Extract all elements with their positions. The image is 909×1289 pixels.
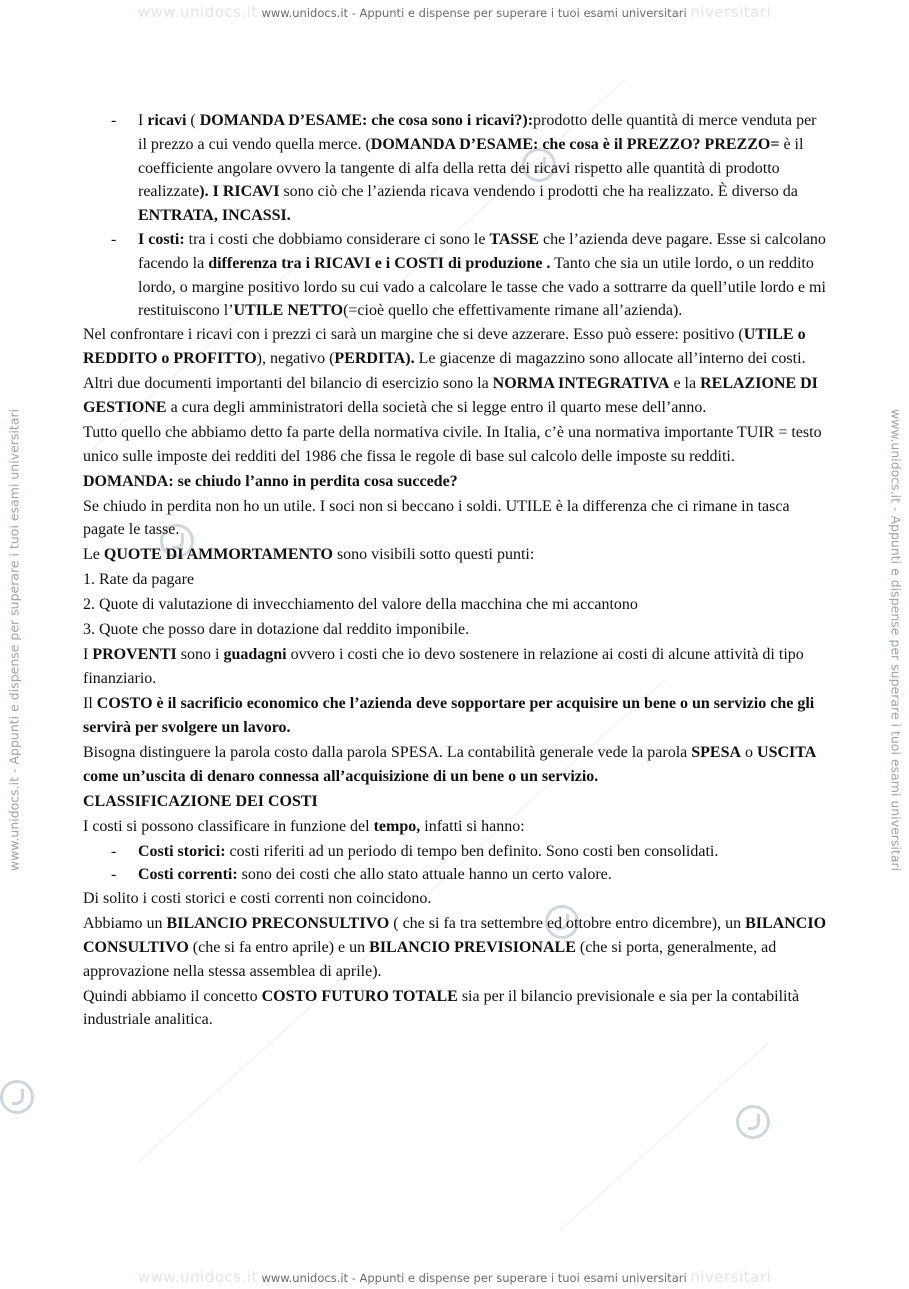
text-run: Il	[83, 695, 97, 712]
text-run: tra i costi che dobbiamo considerare ci sono le	[184, 230, 490, 248]
bullet-dash: -	[111, 112, 117, 129]
text-run: Le	[83, 546, 104, 564]
watermark-ghost-left: www.unidocs.it	[137, 3, 258, 21]
bold-run: I costi:	[138, 230, 185, 248]
watermark-bottom	[0, 1266, 909, 1288]
text-run: infatti si hanno:	[420, 817, 525, 835]
bold-run: differenza tra i RICAVI e i COSTI di produzione .	[208, 254, 551, 272]
text-run: e la	[669, 374, 701, 392]
watermark-side-left: www.unidocs.it - Appunti e dispense per superare i tuoi esami universitari	[6, 408, 22, 872]
document-body	[83, 109, 828, 1033]
text-run: (che si fa entro aprile) e un	[188, 938, 370, 956]
text-run: è il coefficiente angolare ovvero la tangente di alfa della retta dei ricavi rispetto alle quantità di prodotto realizzate	[138, 135, 804, 201]
paragraph-tempo	[83, 815, 828, 839]
bold-run: tempo,	[373, 817, 421, 835]
bold-run: come un’uscita di denaro connessa all’acquisizione di un bene o un servizio.	[83, 767, 599, 785]
paragraph-bilanci	[83, 912, 828, 983]
text-run: (che si porta, generalmente, ad approvazione nella stessa assemblea di aprile).	[83, 938, 777, 980]
text-run: Le giacenze di magazzino sono allocate all’interno dei costi.	[414, 349, 806, 367]
bold-run: ). I RICAVI	[199, 183, 280, 201]
text-run: Nel confrontare i ricavi con i prezzi ci sarà un margine che si deve azzerare. Esso può essere: positivo (	[83, 326, 744, 344]
watermark-ghost-right: niversitari	[690, 1268, 772, 1286]
bold-run: COSTO è il sacrificio economico che l’azienda deve sopportare per acquisire un bene o un servizio che gli servirà per svolgere un lavoro.	[83, 695, 815, 736]
list-item: 3. Quote che posso dare in dotazione dal reddito imponibile.	[83, 621, 470, 639]
text-run: Tanto che sia un utile lordo, o un reddito lordo, o margine positivo lordo su cui vado a calcolare le tasse che vado a sottrarre da quell’utile lordo e mi restituiscono l’	[138, 254, 826, 320]
watermark-side-right: www.unidocs.it - Appunti e dispense per superare i tuoi esami universitari	[888, 408, 904, 872]
text-run: ), negativo (	[256, 349, 335, 367]
bold-run: BILANCIO PRECONSULTIVO	[166, 915, 390, 933]
bullet-list	[83, 840, 828, 888]
bullet-dash: -	[111, 866, 117, 884]
paragraph-ammortamento	[83, 543, 828, 567]
text-run: sono ciò che l’azienda ricava vendendo i prodotti che ha realizzato. È diverso da	[279, 183, 798, 201]
bold-run: COSTO FUTURO TOTALE	[261, 987, 458, 1005]
watermark-logo-icon	[736, 1105, 770, 1139]
bullet-item-ricavi	[83, 109, 828, 228]
bold-run: UTILE o REDDITO o PROFITTO	[83, 326, 806, 367]
bold-run: USCITA	[757, 743, 817, 761]
paragraph-tuir: Tutto quello che abbiamo detto fa parte della normativa civile. In Italia, c’è una normativa importante TUIR = testo unico sulle imposte dei redditi del 1986 che fissa le regole di base sul calcolo delle imposte su redditi.	[83, 423, 822, 465]
text-run: che l’azienda deve pagare. Esse si calcolano facendo la	[138, 230, 826, 272]
bold-run: UTILE NETTO	[233, 302, 344, 320]
paragraph-costo-futuro	[83, 985, 828, 1033]
watermark-text: www.unidocs.it - Appunti e dispense per superare i tuoi esami universitari	[261, 1271, 687, 1285]
watermark-top	[0, 1, 909, 23]
bold-run: BILANCIO PREVISIONALE	[369, 938, 576, 956]
heading-domanda: DOMANDA: se chiudo l’anno in perdita cosa succede?	[83, 472, 458, 490]
text-run: sono visibili sotto questi punti:	[332, 546, 535, 564]
bullet-item-costi	[83, 228, 828, 323]
text-run: prodotto delle quantità di merce venduta per il prezzo a cui vendo quella merce. (	[138, 112, 817, 153]
watermark-stroke	[560, 1043, 769, 1231]
text-run: o	[741, 743, 758, 761]
bold-run: QUOTE DI AMMORTAMENTO	[103, 546, 333, 564]
bold-run: NORMA INTEGRATIVA	[492, 374, 670, 392]
paragraph-margine	[83, 323, 828, 371]
bold-run: DOMANDA D’ESAME: che cosa sono i ricavi?):	[199, 112, 534, 129]
heading-classificazione: CLASSIFICAZIONE DEI COSTI	[83, 792, 318, 810]
bold-run: SPESA	[691, 743, 742, 761]
text-run: (=cioè quello che effettivamente rimane all’azienda).	[343, 302, 683, 320]
paragraph-documenti	[83, 372, 828, 420]
bullet-item-costi-storici	[83, 840, 828, 864]
paragraph-costo	[83, 692, 828, 740]
text-run: I	[83, 646, 93, 664]
text-run: Quindi abbiamo il concetto	[83, 987, 262, 1005]
bold-run: Costi correnti:	[138, 866, 238, 884]
watermark-ghost-left: www.unidocs.it	[137, 1268, 258, 1286]
paragraph-spesa	[83, 741, 828, 789]
bold-run: Costi storici:	[138, 842, 226, 860]
text-run: I costi si possono classificare in funzione del	[83, 817, 374, 835]
watermark-text: www.unidocs.it - Appunti e dispense per superare i tuoi esami universitari	[261, 6, 687, 20]
text-run: Altri due documenti importanti del bilancio di esercizio sono la	[83, 374, 493, 392]
paragraph-perdita: Se chiudo in perdita non ho un utile. I soci non si beccano i soldi. UTILE è la differenza che ci rimane in tasca pagate le tasse.	[83, 497, 790, 539]
watermark-logo-icon	[0, 1080, 34, 1114]
paragraph-coincidono: Di solito i costi storici e costi correnti non coincidono.	[83, 890, 432, 908]
bold-run: guadagni	[223, 646, 287, 664]
bold-run: PROVENTI	[92, 646, 177, 664]
text-run: (	[186, 112, 200, 129]
text-run: sia per il bilancio previsionale e sia per la contabilità industriale analitica.	[83, 987, 800, 1029]
bold-run: BILANCIO CONSULTIVO	[83, 915, 827, 956]
watermark-ghost-right: niversitari	[690, 3, 772, 21]
text-run: I	[138, 112, 148, 129]
text-run: sono dei costi che allo stato attuale hanno un certo valore.	[237, 866, 612, 884]
bullet-dash: -	[111, 842, 117, 860]
bold-run: DOMANDA D’ESAME: che cosa è il PREZZO? PREZZO=	[370, 135, 780, 153]
list-item: 2. Quote di valutazione di invecchiamento del valore della macchina che mi accantono	[83, 596, 638, 614]
text-run: costi riferiti ad un periodo di tempo ben definito. Sono costi ben consolidati.	[225, 842, 719, 860]
text-run: ( che si fa tra settembre ed ottobre entro dicembre), un	[389, 915, 746, 933]
bold-run: RELAZIONE DI GESTIONE	[83, 374, 818, 416]
text-run: sono i	[176, 646, 224, 664]
list-item: 1. Rate da pagare	[83, 571, 195, 589]
bold-run: ricavi	[147, 112, 187, 129]
bullet-item-costi-correnti	[83, 863, 828, 887]
bullet-dash: -	[111, 230, 117, 248]
bold-run: ENTRATA, INCASSI.	[138, 207, 291, 225]
text-run: ovvero i costi che io devo sostenere in relazione ai costi di alcune attività di tipo finanziario.	[83, 646, 804, 688]
bold-run: PERDITA).	[334, 349, 415, 367]
text-run: Bisogna distinguere la parola costo dalla parola SPESA. La contabilità generale vede la parola	[83, 743, 692, 761]
paragraph-proventi	[83, 643, 828, 691]
text-run: Abbiamo un	[83, 915, 167, 933]
bold-run: TASSE	[489, 230, 539, 248]
text-run: a cura degli amministratori della società che si legge entro il quarto mese dell’anno.	[166, 398, 707, 416]
bullet-list	[83, 109, 828, 323]
